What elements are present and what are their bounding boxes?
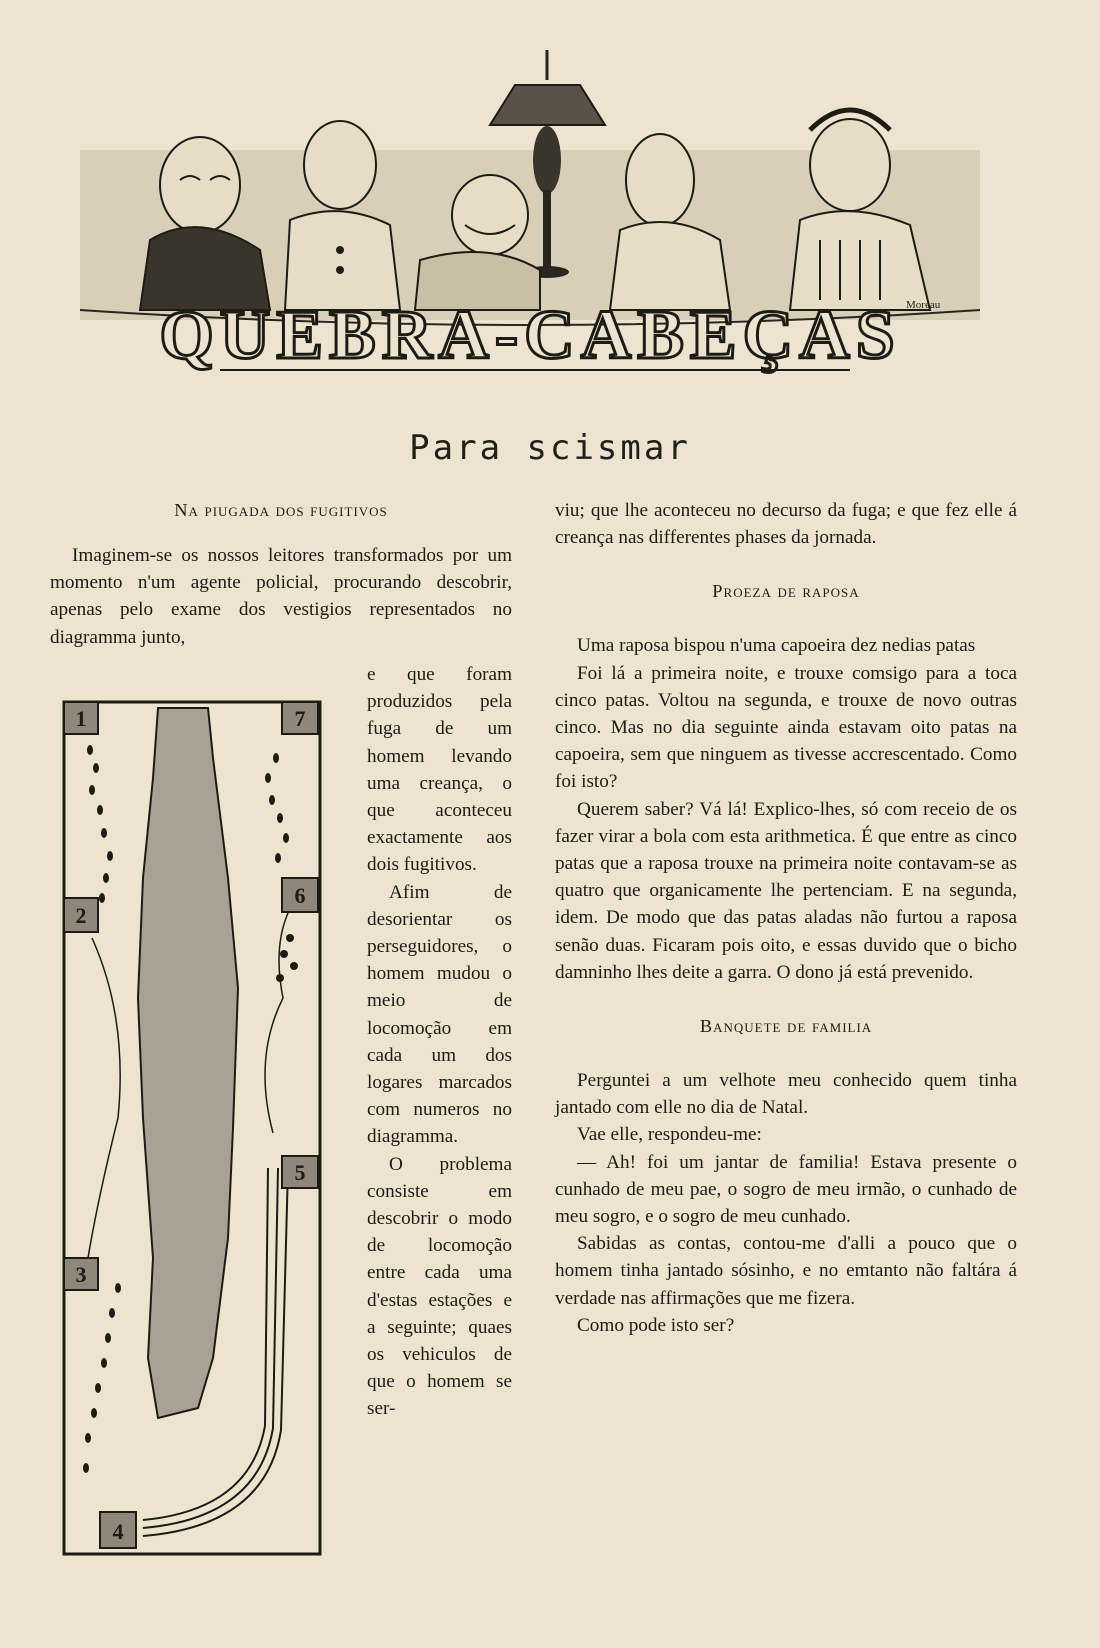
- paragraph-banquete-2: Vae elle, respondeu-me:: [577, 1124, 762, 1146]
- station-6: [282, 878, 318, 912]
- station-5: [282, 1156, 318, 1188]
- svg-text:5: 5: [294, 1160, 306, 1185]
- station-3: [64, 1258, 98, 1290]
- paragraph-banquete-1: Perguntei a um velhote meu conhecido quem tinha jantado com elle no dia de Natal.: [555, 1070, 1017, 1119]
- left-column: [50, 497, 512, 651]
- artist-signature: Moreau: [906, 299, 941, 311]
- banner-title: QUEBRA-CABEÇAS: [159, 297, 901, 374]
- section-heading-fugitivos: Na piugada dos fugitivos: [174, 500, 388, 520]
- svg-text:3: 3: [75, 1262, 87, 1287]
- station-4: [100, 1512, 136, 1548]
- escape-diagram: [58, 698, 328, 1558]
- paragraph-wrap-2: Afim de desorientar os perseguidores, o homem mudou o meio de locomoção em cada um dos logares marcados com numeros no diagramma.: [367, 881, 512, 1148]
- section-heading-banquete: Banquete de familia: [699, 1016, 873, 1037]
- station-2: [64, 898, 98, 932]
- page-title: Para scismar: [409, 428, 691, 468]
- paragraph-continuation: viu; que lhe aconteceu no decurso da fuga; e que fez elle á creança nas differentes phases da jornada.: [555, 500, 1017, 549]
- station-1: [64, 702, 98, 734]
- paragraph-banquete-5: Como pode isto ser?: [577, 1314, 735, 1336]
- header-illustration: [60, 40, 1000, 400]
- svg-text:7: 7: [294, 706, 306, 731]
- paragraph-banquete-4: Sabidas as contas, contou-me d'alli a pouco que o homem tinha jantado sósinho, e no emtanto não faltára á verdade nas affirmações que me fizera.: [555, 1233, 1017, 1309]
- paragraph-raposa-1: Uma raposa bispou n'uma capoeira dez nedias patas: [577, 635, 976, 657]
- paragraph-wrap-1: e que foram produzidos pela fuga de um homem levando uma creança, o que aconteceu exactamente aos dois fugitivos.: [367, 664, 512, 876]
- right-column: [555, 497, 1017, 1339]
- svg-text:2: 2: [75, 903, 87, 928]
- paragraph-intro: Imaginem-se os nossos leitores transformados por um momento n'um agente policial, procurando descobrir, apenas pelo exame dos vestigios representados no diagramma junto,: [50, 545, 512, 648]
- paragraph-banquete-3: — Ah! foi um jantar de familia! Estava presente o cunhado de meu pae, o sogro de meu irmão, o cunhado de meu sogro, e o sogro de meu cunhado.: [555, 1151, 1017, 1228]
- paragraph-raposa-3: Querem saber? Vá lá! Explico-lhes, só com receio de os fazer virar a bola com esta arithmetica. É que entre as cinco patas que a raposa trouxe na primeira noite contavam-se as quatro que organicamente lhe pertenciam. E na segunda, idem. De modo que das patas aladas não furtou a raposa senão duas. Ficaram pois oito, e essas duvido que o bicho damninho lhes deite a garra. O dono já está prevenido.: [555, 798, 1017, 983]
- svg-text:4: 4: [112, 1519, 124, 1544]
- paragraph-raposa-2: Foi lá a primeira noite, e trouxe comsigo para a toca cinco patas. Voltou na segunda, e trouxe de novo outras cinco. Mas no dia seguinte ainda estavam oito patas na capoeira, sem que ninguem as tivesse accrescentado. Como foi isto?: [555, 662, 1017, 793]
- station-7: [282, 702, 318, 734]
- paragraph-wrap-3: O problema consiste em descobrir o modo de locomoção entre cada uma d'estas estações e a seguinte; quaes os vehiculos de que o homem se ser-: [367, 1153, 512, 1420]
- svg-text:1: 1: [75, 706, 87, 731]
- svg-text:6: 6: [294, 883, 306, 908]
- section-heading-raposa: Proeza de raposa: [712, 581, 860, 602]
- diagram-side-text: [367, 661, 512, 1423]
